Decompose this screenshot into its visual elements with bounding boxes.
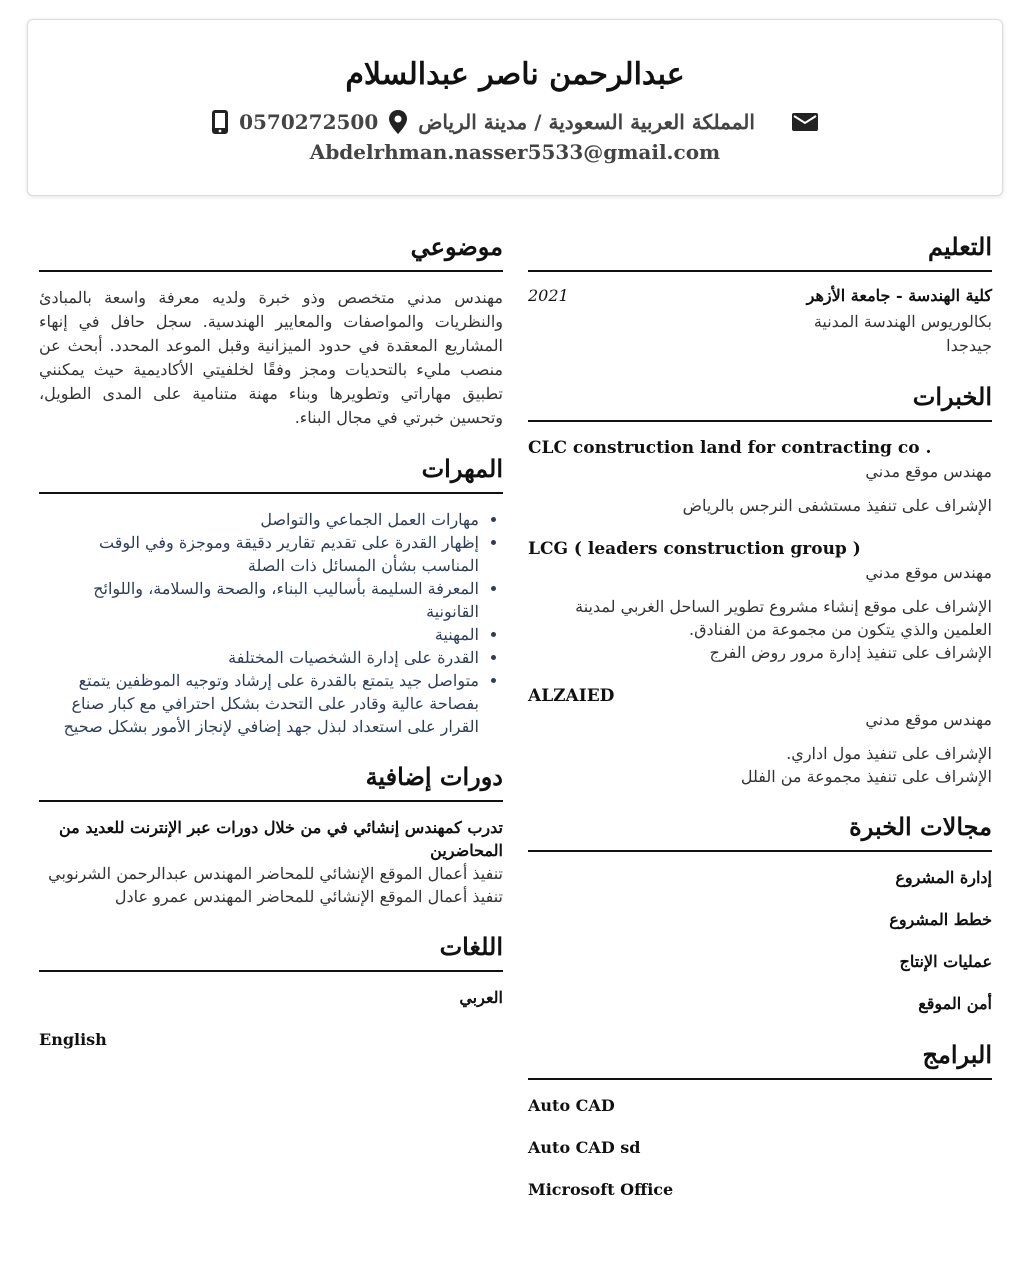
skill-item: • إظهار القدرة على تقديم تقارير دقيقة وموجزة وفي الوقت المناسب بشأن المسائل ذات الصلة — [39, 531, 479, 577]
phone-number[interactable]: 0570272500 — [239, 110, 379, 134]
experience-section — [528, 380, 992, 788]
experience-role: مهندس موقع مدني — [865, 462, 992, 481]
left-column — [39, 230, 503, 1074]
experience-role: مهندس موقع مدني — [865, 710, 992, 729]
experience-description: الإشراف على موقع إنشاء مشروع تطوير الساحل الغربي لمدينة العلمين والذي يتكون من مجموعة من الفنادق. الإشراف على تنفيذ إدارة مرور روض الفرج — [575, 597, 992, 662]
course-line: تنفيذ أعمال الموقع الإنشائي للمحاضر المهندس عمرو عادل — [114, 887, 503, 906]
header-card — [27, 19, 1003, 196]
experience-description: الإشراف على تنفيذ مول اداري. الإشراف على تنفيذ مجموعة من الفلل — [740, 744, 992, 786]
expertise-item: أمن الموقع — [918, 994, 992, 1013]
course-line: تنفيذ أعمال الموقع الإنشائي للمحاضر المهندس عبدالرحمن الشرنوبي — [48, 864, 503, 883]
course-heading: تدرب كمهندس إنشائي في من خلال دورات عبر الإنترنت للعديد من المحاضرين — [59, 818, 503, 860]
objective-section — [39, 230, 503, 430]
skill-item: • القدرة على إدارة الشخصيات المختلفة — [39, 646, 479, 669]
courses-section — [39, 760, 503, 908]
expertise-section — [528, 810, 992, 1016]
experience-company: LCG ( leaders construction group ) — [528, 539, 861, 559]
language-item: العربي — [459, 988, 503, 1007]
email-icon — [791, 112, 819, 132]
skill-item: • مهارات العمل الجماعي والتواصل — [39, 508, 479, 531]
email-address[interactable]: Abdelrhman.nasser5533@gmail.com — [309, 140, 721, 164]
programs-title: البرامج — [528, 1038, 992, 1080]
skill-item: • المعرفة السليمة بأساليب البناء، والصحة والسلامة، واللوائح القانونية — [39, 577, 479, 623]
experience-item — [528, 537, 992, 664]
experience-title: الخبرات — [528, 380, 992, 422]
skills-section — [39, 452, 503, 738]
languages-section — [39, 930, 503, 1052]
skills-title: المهرات — [39, 452, 503, 494]
expertise-title: مجالات الخبرة — [528, 810, 992, 852]
experience-company: CLC construction land for contracting co . — [528, 438, 932, 458]
objective-text: مهندس مدني متخصص وذو خبرة ولديه معرفة واسعة بالمبادئ والنظريات والمواصفات والمعايير الهندسية. سجل حافل في إنهاء المشاريع المعقدة في حدود الميزانية وقبل الموعد المحدد. أبحث عن منصب مليء بالتحديات ومجز وفقًا لخلفيتي الأكاديمية حيث يمكنني تطبيق مهاراتي وتطويرها وبناء مهنة متنامية على المدى الطويل، وتحسين خبرتي في مجال البناء. — [39, 288, 503, 427]
experience-item — [528, 436, 992, 517]
program-item: Microsoft Office — [528, 1180, 674, 1199]
experience-item — [528, 684, 992, 788]
education-school: كلية الهندسة - جامعة الأزهر — [806, 286, 992, 305]
experience-company: ALZAIED — [528, 686, 615, 706]
objective-title: موضوعي — [39, 230, 503, 272]
skills-list — [39, 508, 503, 738]
program-item: Auto CAD — [528, 1096, 615, 1115]
skill-item: • المهنية — [39, 623, 479, 646]
education-title: التعليم — [528, 230, 992, 272]
education-degree: بكالوريوس الهندسة المدنية — [813, 312, 992, 331]
contact-row — [28, 108, 1002, 136]
experience-description: الإشراف على تنفيذ مستشفى النرجس بالرياض — [682, 496, 992, 515]
expertise-item: عمليات الإنتاج — [899, 952, 992, 971]
expertise-item: إدارة المشروع — [895, 868, 992, 887]
right-column — [528, 230, 992, 1224]
location-pin-icon — [388, 109, 408, 135]
education-section — [528, 230, 992, 358]
experience-role: مهندس موقع مدني — [865, 563, 992, 582]
education-year: 2021 — [528, 286, 569, 305]
language-item: English — [39, 1030, 107, 1049]
skill-item: • متواصل جيد يتمتع بالقدرة على إرشاد وتوجيه الموظفين يتمتع بفصاحة عالية وقادر على التحدث بشكل احترافي مع كبار صناع القرار على استعداد لبذل جهد إضافي لإنجاز الأمور بشكل صحيح — [39, 669, 479, 738]
languages-title: اللغات — [39, 930, 503, 972]
education-grade: جيدجدا — [946, 336, 992, 355]
program-item: Auto CAD sd — [528, 1138, 641, 1157]
programs-section — [528, 1038, 992, 1202]
phone-icon — [211, 109, 229, 135]
courses-title: دورات إضافية — [39, 760, 503, 802]
candidate-name: عبدالرحمن ناصر عبدالسلام — [345, 57, 685, 92]
expertise-item: خطط المشروع — [889, 910, 992, 929]
location-text: المملكة العربية السعودية / مدينة الرياض — [418, 110, 755, 134]
